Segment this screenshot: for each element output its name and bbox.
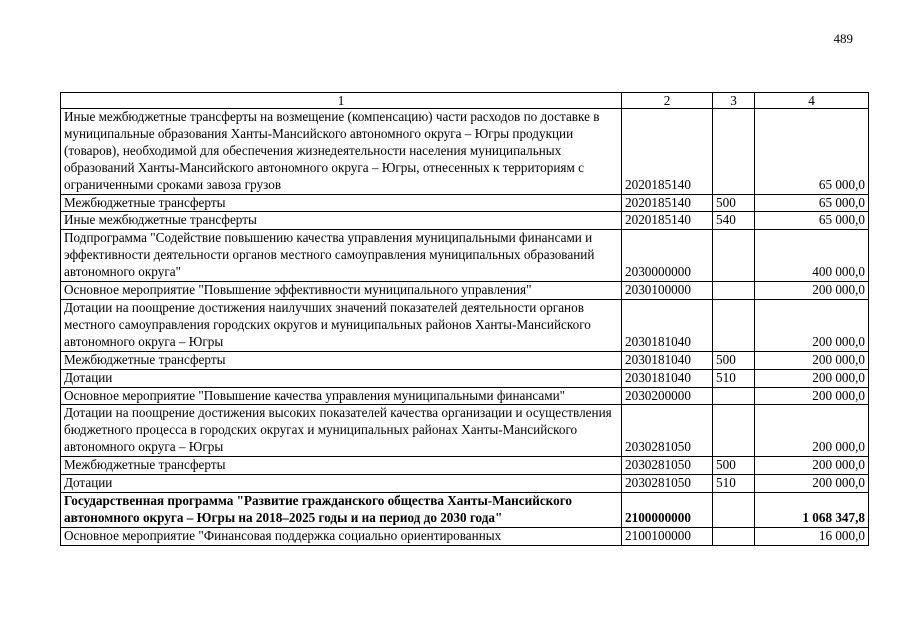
row-type: [713, 527, 755, 545]
row-code: 2030181040: [622, 369, 713, 387]
table-row: [61, 230, 869, 282]
row-amount: 200 000,0: [755, 299, 869, 351]
row-code: 2030281050: [622, 457, 713, 475]
row-amount: 65 000,0: [755, 109, 869, 195]
row-name: Основное мероприятие "Повышение эффективности муниципального управления": [61, 282, 622, 300]
row-name: Межбюджетные трансферты: [61, 351, 622, 369]
row-name: Дотации: [61, 475, 622, 493]
row-type: [713, 405, 755, 457]
row-code: 2030281050: [622, 405, 713, 457]
row-amount: 200 000,0: [755, 282, 869, 300]
row-code: 2100000000: [622, 492, 713, 527]
column-header-3: 3: [713, 93, 755, 109]
row-name: Межбюджетные трансферты: [61, 194, 622, 212]
row-type: [713, 230, 755, 282]
row-code: 2030200000: [622, 387, 713, 405]
row-code: 2100100000: [622, 527, 713, 545]
row-amount: 200 000,0: [755, 457, 869, 475]
row-amount: 1 068 347,8: [755, 492, 869, 527]
row-code: 2030181040: [622, 351, 713, 369]
table-row: [61, 109, 869, 195]
row-name: Основное мероприятие "Повышение качества управления муниципальными финансами": [61, 387, 622, 405]
column-header-4: 4: [755, 93, 869, 109]
row-code: 2020185140: [622, 194, 713, 212]
row-type: [713, 282, 755, 300]
row-name: Дотации на поощрение достижения высоких показателей качества организации и осуществления бюджетного процесса в городских округах и муниципальных районах Ханты-Мансийского автономного округа – Югры: [61, 405, 622, 457]
row-amount: 65 000,0: [755, 194, 869, 212]
row-amount: 200 000,0: [755, 351, 869, 369]
table-row: [61, 475, 869, 493]
row-name: Подпрограмма "Содействие повышению качества управления муниципальными финансами и эффективности деятельности органов местного самоуправления муниципальных образований автономного округа": [61, 230, 622, 282]
budget-table: [60, 92, 869, 546]
row-amount: 200 000,0: [755, 405, 869, 457]
table-row: [61, 527, 869, 545]
table-row: [61, 369, 869, 387]
row-name: Дотации на поощрение достижения наилучших значений показателей деятельности органов местного самоуправления городских округов и муниципальных районов Ханты-Мансийского автономного округа – Югры: [61, 299, 622, 351]
row-name: Иные межбюджетные трансферты: [61, 212, 622, 230]
table-row: [61, 405, 869, 457]
table-row: [61, 457, 869, 475]
row-name: Межбюджетные трансферты: [61, 457, 622, 475]
row-code: 2020185140: [622, 109, 713, 195]
row-name: Основное мероприятие "Финансовая поддержка социально ориентированных: [61, 527, 622, 545]
row-code: 2030181040: [622, 299, 713, 351]
row-amount: 16 000,0: [755, 527, 869, 545]
table-row: [61, 282, 869, 300]
row-type: 500: [713, 457, 755, 475]
table-row: [61, 299, 869, 351]
row-amount: 65 000,0: [755, 212, 869, 230]
table-row: [61, 351, 869, 369]
row-amount: 200 000,0: [755, 475, 869, 493]
row-type: [713, 492, 755, 527]
table-row: [61, 387, 869, 405]
table-header-row: [61, 93, 869, 109]
row-code: 2030100000: [622, 282, 713, 300]
table-row: [61, 212, 869, 230]
column-header-2: 2: [622, 93, 713, 109]
row-name: Дотации: [61, 369, 622, 387]
row-amount: 400 000,0: [755, 230, 869, 282]
row-type: [713, 299, 755, 351]
table-row: [61, 194, 869, 212]
row-amount: 200 000,0: [755, 369, 869, 387]
row-type: [713, 387, 755, 405]
row-name: Государственная программа "Развитие гражданского общества Ханты-Мансийского автономного округа – Югры на 2018–2025 годы и на период до 2030 года": [61, 492, 622, 527]
row-code: 2030000000: [622, 230, 713, 282]
row-name: Иные межбюджетные трансферты на возмещение (компенсацию) части расходов по доставке в муниципальные образования Ханты-Мансийского автономного округа – Югры продукции (товаров), необходимой для обеспечения жизнедеятельности населения муниципальных образований Ханты-Мансийского автономного округа – Югры, отнесенных к территориям с ограниченными сроками завоза грузов: [61, 109, 622, 195]
column-header-1: 1: [61, 93, 622, 109]
table-row-program: [61, 492, 869, 527]
row-type: [713, 109, 755, 195]
row-amount: 200 000,0: [755, 387, 869, 405]
row-type: 510: [713, 369, 755, 387]
row-code: 2020185140: [622, 212, 713, 230]
page-number: 489: [833, 31, 853, 46]
row-type: 500: [713, 351, 755, 369]
row-type: 540: [713, 212, 755, 230]
row-code: 2030281050: [622, 475, 713, 493]
row-type: 500: [713, 194, 755, 212]
row-type: 510: [713, 475, 755, 493]
